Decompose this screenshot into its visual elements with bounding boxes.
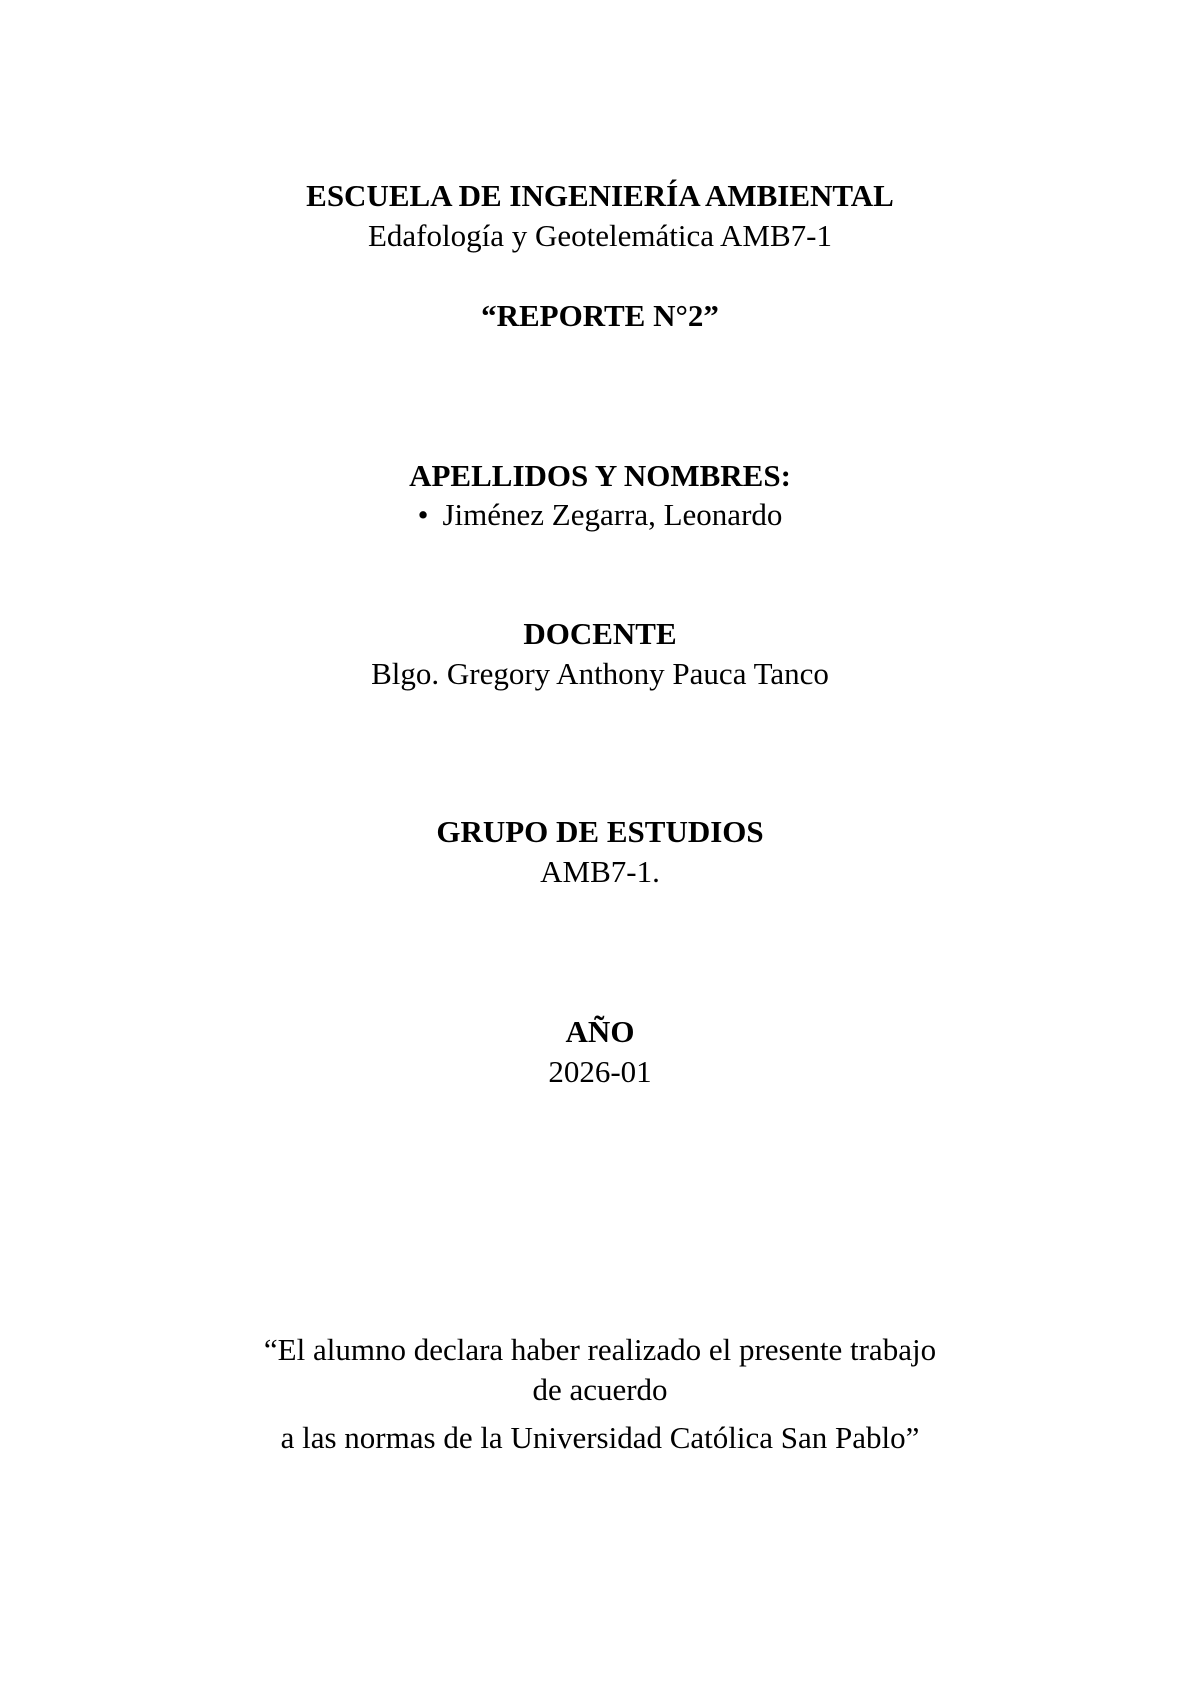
group-heading: GRUPO DE ESTUDIOS	[436, 814, 764, 849]
teacher-name: Blgo. Gregory Anthony Pauca Tanco	[371, 656, 829, 691]
year-value: 2026-01	[548, 1054, 652, 1089]
declaration-line-3: a las normas de la Universidad Católica San Pablo”	[280, 1420, 920, 1455]
course-name: Edafología y Geotelemática AMB7-1	[367, 218, 832, 253]
group-value: AMB7-1.	[540, 854, 660, 889]
author-name: Jiménez Zegarra, Leonardo	[442, 497, 783, 532]
authors-heading: APELLIDOS Y NOMBRES:	[409, 458, 791, 493]
declaration-line-2: de acuerdo	[532, 1372, 668, 1407]
declaration-line-1: “El alumno declara haber realizado el presente trabajo	[263, 1332, 937, 1367]
teacher-heading: DOCENTE	[523, 616, 677, 651]
report-title: “REPORTE N°2”	[481, 298, 719, 333]
school-name: ESCUELA DE INGENIERÍA AMBIENTAL	[306, 178, 894, 213]
author-list-item	[0, 495, 1200, 535]
year-heading: AÑO	[565, 1014, 635, 1049]
bullet-icon: •	[417, 497, 429, 532]
